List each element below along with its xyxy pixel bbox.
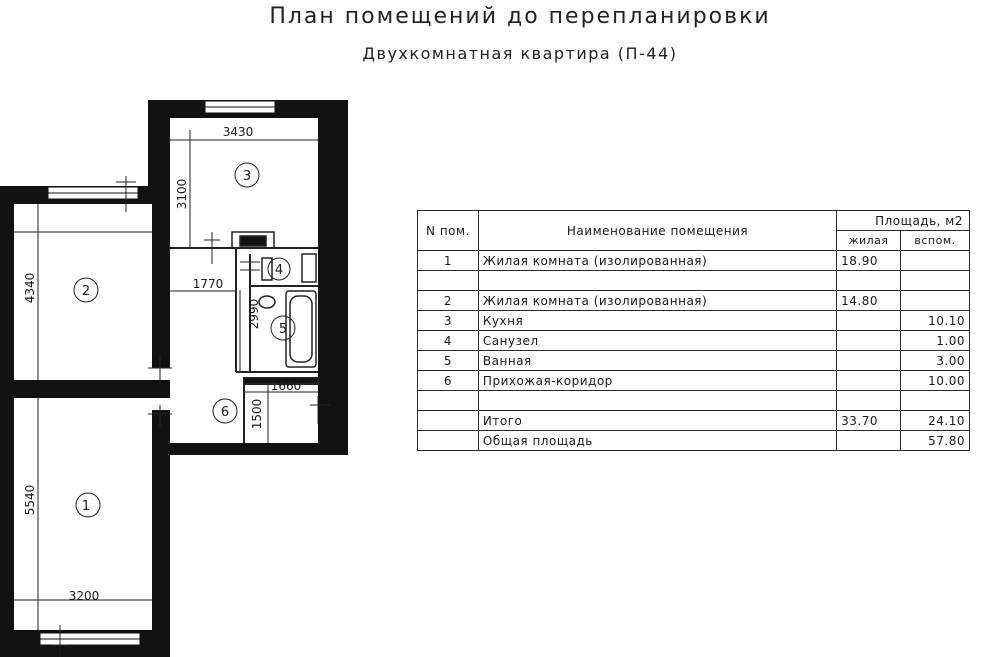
header-living: жилая	[837, 231, 901, 251]
row-living	[837, 311, 901, 331]
row-name: Жилая комната (изолированная)	[478, 291, 836, 311]
row-name: Санузел	[478, 331, 836, 351]
dim-hall-width: 1770	[192, 277, 224, 291]
room-marker-6: 6	[220, 405, 230, 420]
dim-room2-depth: 4340	[23, 272, 37, 304]
overall-row	[418, 431, 970, 451]
totals-label: Итого	[478, 411, 836, 431]
row-number: 6	[418, 371, 479, 391]
row-name: Кухня	[478, 311, 836, 331]
row-number	[418, 391, 479, 411]
table-row	[418, 251, 970, 271]
table-row	[418, 271, 970, 291]
table-row	[418, 391, 970, 411]
plan-subtitle: Двухкомнатная квартира (П-44)	[362, 44, 678, 63]
row-living	[837, 271, 901, 291]
room-marker-5: 5	[278, 322, 288, 337]
room-marker-3: 3	[242, 169, 252, 184]
dim-bath-depth: 2990	[247, 298, 261, 330]
row-aux: 10.10	[901, 311, 970, 331]
totals-row	[418, 411, 970, 431]
row-name	[478, 391, 836, 411]
row-aux: 1.00	[901, 331, 970, 351]
row-number: 4	[418, 331, 479, 351]
totals-living: 33.70	[837, 411, 901, 431]
row-living	[837, 371, 901, 391]
totals-aux: 24.10	[901, 411, 970, 431]
row-aux	[901, 251, 970, 271]
row-number: 2	[418, 291, 479, 311]
room-marker-1: 1	[81, 499, 91, 514]
table-row	[418, 311, 970, 331]
room-markers	[74, 163, 295, 517]
row-name: Ванная	[478, 351, 836, 371]
row-aux: 3.00	[901, 351, 970, 371]
overall-label: Общая площадь	[478, 431, 836, 451]
header-area: Площадь, м2	[837, 211, 970, 231]
dim-bath-width: 1660	[270, 379, 302, 393]
row-name: Прихожая-коридор	[478, 371, 836, 391]
row-aux: 10.00	[901, 371, 970, 391]
room-marker-4: 4	[274, 263, 284, 278]
explication-table	[417, 210, 970, 451]
row-number: 3	[418, 311, 479, 331]
header-number: N пом.	[418, 211, 479, 251]
table-row	[418, 351, 970, 371]
row-living: 14.80	[837, 291, 901, 311]
row-aux	[901, 291, 970, 311]
fixtures	[232, 232, 316, 367]
row-living: 18.90	[837, 251, 901, 271]
header-aux: вспом.	[901, 231, 970, 251]
row-number	[418, 271, 479, 291]
row-aux	[901, 391, 970, 411]
row-name: Жилая комната (изолированная)	[478, 251, 836, 271]
row-name	[478, 271, 836, 291]
room-marker-2: 2	[81, 284, 91, 299]
row-aux	[901, 271, 970, 291]
dim-room1-width: 3200	[68, 589, 100, 603]
floor-plan	[0, 0, 420, 657]
row-living	[837, 351, 901, 371]
dim-kitchen-width: 3430	[222, 125, 254, 139]
table-row	[418, 291, 970, 311]
row-living	[837, 331, 901, 351]
row-number: 1	[418, 251, 479, 271]
table-row	[418, 331, 970, 351]
dim-kitchen-depth: 3100	[175, 178, 189, 210]
overall-value: 57.80	[901, 431, 970, 451]
table-row	[418, 371, 970, 391]
sink-icon	[259, 296, 275, 308]
dim-corridor-depth: 1500	[250, 398, 264, 430]
dim-room1-depth: 5540	[23, 484, 37, 516]
header-name: Наименование помещения	[478, 211, 836, 251]
row-number: 5	[418, 351, 479, 371]
plan-title: План помещений до перепланировки	[269, 4, 771, 29]
row-living	[837, 391, 901, 411]
